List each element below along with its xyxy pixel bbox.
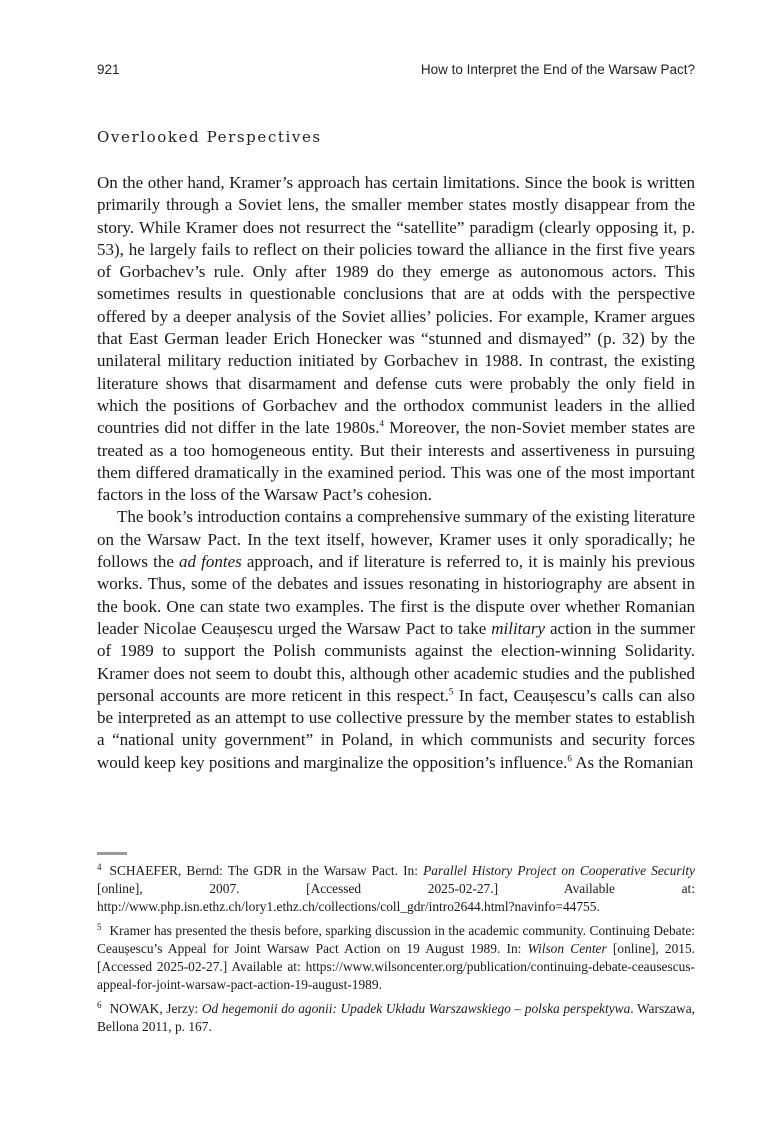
paragraph bbox=[97, 506, 695, 774]
text-run: The book’s introduction contains a comprehensive summary of the existing literature on the Warsaw Pact. In the text itself, however, Kramer uses it only sporadically; he follows the bbox=[97, 507, 695, 572]
footnote bbox=[97, 922, 695, 994]
footnote-ref[interactable]: 5 bbox=[448, 686, 454, 697]
footnotes bbox=[97, 862, 695, 1042]
text-run: Kramer has presented the thesis before, sparking discussion in the academic community. Continuing Debate: Ceaușescu’s Appeal for Joint Warsaw Pact Action on 19 August 1989. In: bbox=[97, 923, 695, 956]
footnote-number: 5 bbox=[97, 921, 102, 932]
running-title: How to Interpret the End of the Warsaw Pact? bbox=[420, 62, 695, 77]
page-number: 921 bbox=[97, 62, 120, 77]
body-text bbox=[97, 172, 695, 774]
footnote-number: 6 bbox=[97, 999, 102, 1010]
text-run: approach, and if literature is referred to, it is mainly his previous works. Thus, some of the debates and issues resonating in historiography are absent in the book. One can state two examples. The first is the dispute over whether Romanian leader Nicolae Ceaușescu urged the Warsaw Pact to take bbox=[97, 552, 695, 638]
footnote-ref[interactable]: 6 bbox=[567, 753, 572, 764]
footnote-ref[interactable]: 4 bbox=[379, 418, 385, 429]
text-run: Moreover, the non-Soviet member states are treated as a too homogeneous entity. But their interests and assertiveness in pursuing them differed dramatically in the examined period. This was one of the most important factors in the loss of the Warsaw Pact’s cohesion. bbox=[97, 418, 695, 505]
italic-title: Parallel History Project on Cooperative Security bbox=[423, 863, 695, 878]
italic-term: military bbox=[491, 618, 546, 638]
text-run: action in the summer of 1989 to support the Polish communists against the election-winning Solidarity. Kramer does not seem to doubt this, although other academic studies and the published personal accounts are more reticent in this respect. bbox=[97, 618, 695, 705]
text-run: SCHAEFER, Bernd: The GDR in the Warsaw Pact. In: bbox=[109, 863, 424, 878]
italic-title: Wilson Center bbox=[527, 941, 607, 956]
text-run: . Warszawa, Bellona 2011, p. 167. bbox=[97, 1001, 696, 1034]
text-run: [online], 2015. [Accessed 2025-02-27.] Available at: https://www.wilsoncenter.org/publication/continuing-debate-ceausescus-appeal-for-joint-warsaw-pact-action-19-august-1989. bbox=[97, 941, 696, 992]
text-run: On the other hand, Kramer’s approach has certain limitations. Since the book is written primarily through a Soviet lens, the smaller member states mostly disappear from the story. While Kramer does not resurrect the “satellite” paradigm (clearly opposing it, p. 53), he largely fails to reflect on their policies toward the alliance in the first five years of Gorbachev’s rule. Only after 1989 do they emerge as autonomous actors. This sometimes results in questionable conclusions that are at odds with the perspective offered by a deeper analysis of the Soviet allies’ policies. For example, Kramer argues that East German leader Erich Honecker was “stunned and dismayed” (p. 32) by the unilateral military reduction initiated by Gorbachev in 1988. In contrast, the existing literature shows that disarmament and defense cuts were probably the only field in which the positions of Gorbachev and the orthodox communist leaders in the allied countries did not differ in the late 1980s. bbox=[97, 173, 695, 438]
footnote bbox=[97, 1000, 695, 1036]
text-run: [online], 2007. [Accessed 2025-02-27.] Available at: http://www.php.isn.ethz.ch/lory1.ethz.ch/collections/coll_gdr/intro2644.html?navinfo=44755. bbox=[97, 881, 695, 914]
section-heading: Overlooked Perspectives bbox=[97, 128, 322, 146]
footnote-divider bbox=[97, 852, 127, 855]
page-header bbox=[97, 62, 695, 82]
text-run: As the Romanian bbox=[571, 752, 694, 772]
paragraph bbox=[97, 172, 695, 506]
footnote-number: 4 bbox=[97, 861, 102, 872]
italic-title: Od hegemonii do agonii: Upadek Układu Warszawskiego – polska perspektywa bbox=[201, 1001, 631, 1016]
italic-term: ad fontes bbox=[179, 552, 242, 572]
text-run: NOWAK, Jerzy: bbox=[109, 1001, 202, 1016]
text-run: In fact, Ceaușescu’s calls can also be interpreted as an attempt to use collective pressure by the member states to establish a “national unity government” in Poland, in which communists and security forces would keep key positions and marginalize the opposition’s influence. bbox=[97, 685, 696, 772]
footnote bbox=[97, 862, 695, 916]
